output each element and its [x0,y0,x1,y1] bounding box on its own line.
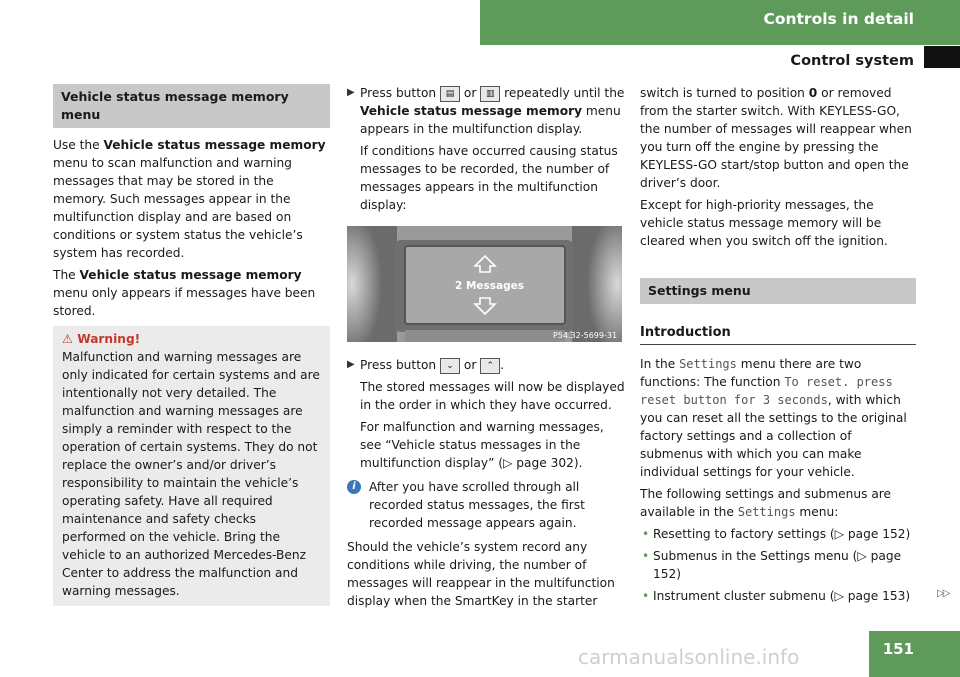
warning-title: ⚠ Warning! [62,332,141,346]
section-tab-marker [924,46,960,68]
step-1-note: If conditions have occurred causing status messages to be recorded, the number of messages appears in the multifunction display: [360,144,618,212]
warning-triangle-icon: ⚠ [62,332,73,346]
continued-paragraph: switch is turned to position 0 or removed from the starter switch. With KEYLESS-GO, the number of messages will reappear when you turn off the engine by pressing the KEYLESS-GO start/stop button and open the driver’s door. [640,86,912,190]
info-icon: i [347,480,361,494]
info-note: i After you have scrolled through all recorded status messages, the first recorded message appears again. [347,478,625,532]
continue-marker: ▷▷ [937,588,949,599]
column-3 [640,84,916,609]
list-item: • Instrument cluster submenu (▷ page 153) [642,589,911,603]
display-forward-button-icon: ▤ [440,86,460,102]
page-number: 151 [882,640,914,658]
section-title: Control system [790,53,914,69]
step-2: ▶ Press button ⌄ or ⌃ . The stored messages will now be displayed in the order in which they have occurred. For malfunction and warning messages, see “Vehicle status messages in the multifunction display” (▷ page 302). [347,358,625,470]
list-item: • Submenus in the Settings menu (▷ page 152) [642,549,902,581]
figure-code: P54.32-5699-31 [553,331,618,340]
closing-paragraph: Should the vehicle’s system record any conditions while driving, the number of messages will reappear in the multifunction display when the SmartKey in the starter [347,540,615,608]
step-2-reference: For malfunction and warning messages, see “Vehicle status messages in the multifunction display” (▷ page 302). [360,420,604,470]
intro-paragraph: Use the Vehicle status message memory menu to scan malfunction and warning messages that may be stored in the memory. Such messages appear in the multifunction display and are based on conditions or system status the vehicle’s system has recorded. [53,138,326,260]
settings-intro-paragraph: In the Settings menu there are two functions: The function To reset. press reset button for 3 seconds, with which you can reset all the settings to the original factory settings and a collection of submenus with which you can make individual settings for your vehicle. [640,357,907,479]
chapter-title: Controls in detail [763,10,914,28]
scroll-up-button-icon: ⌃ [480,358,500,374]
warning-text: Malfunction and warning messages are only indicated for certain systems and are intentionally not very detailed. The malfunction and warning messages are simply a reminder with respect to the operation of certain systems. They do not replace the owner’s and/or driver’s responsibility to maintain the vehicle’s operating safety. Have all required maintenance and safety checks performed on the vehicle. Bring the vehicle to an authorized Mercedes-Benz Center to address the malfunction and warning messages. [62,350,320,598]
menu-availability-paragraph: The Vehicle status message memory menu only appears if messages have been stored. [53,268,316,318]
column-2 [347,84,625,614]
step-arrow-icon: ▶ [347,359,355,370]
instrument-cluster-photo [347,226,622,342]
step-arrow-icon: ▶ [347,87,355,98]
watermark: carmanualsonline.info [578,645,800,669]
section-heading-vehicle-status: Vehicle status message memory menu [53,84,330,128]
step-2-note: The stored messages will now be displayed in the order in which they have occurred. [360,380,625,412]
settings-available-paragraph: The following settings and submenus are available in the Settings menu: [640,487,892,519]
subheading-introduction: Introduction [640,324,916,345]
step-1: ▶ Press button ▤ or ▥ repeatedly until the Vehicle status message memory menu appears in the multifunction display. If conditions have occurred causing status messages to be recorded, the number of messages appears in the multifunction display: [347,86,625,212]
memory-cleared-paragraph: Except for high-priority messages, the vehicle status message memory will be cleared when you switch off the ignition. [640,198,888,248]
scroll-down-button-icon: ⌄ [440,358,460,374]
list-item: • Resetting to factory settings (▷ page 152) [642,527,911,541]
warning-box [53,326,330,606]
column-1 [53,84,330,606]
section-heading-settings: Settings menu [640,278,916,304]
display-back-button-icon: ▥ [480,86,500,102]
display-message-count: 2 Messages [455,280,525,292]
